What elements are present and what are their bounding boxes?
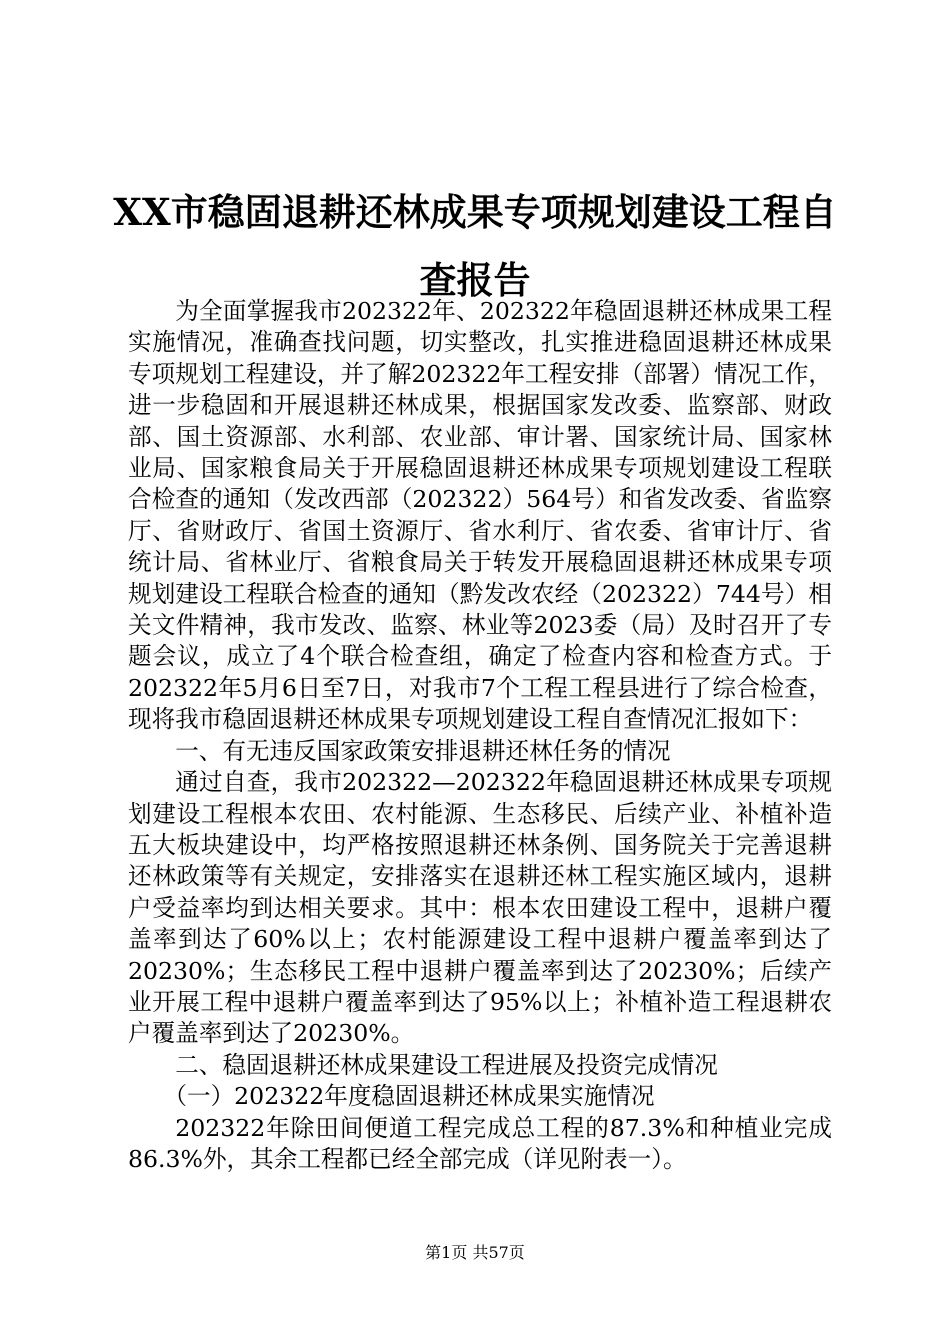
document-title [100, 178, 850, 314]
section-heading-1: 一、有无违反国家政策安排退耕还林任务的情况 [175, 736, 671, 765]
document-body [128, 296, 832, 1175]
subsection-heading-1: （一）202322年度稳固退耕还林成果实施情况 [163, 1082, 655, 1111]
page-footer: 第1页 共57页 [425, 1243, 525, 1262]
title-line-2: 查报告 [419, 258, 531, 302]
paragraph-section-1: 通过自查，我市202322—202322年稳固退耕还林成果专项规划建设工程根本农田、农村能源、生态移民、后续产业、补植补造五大板块建设中，均严格按照退耕还林条例、国务院关于完善退耕还林政策等有关规定，安排落实在退耕还林工程实施区域内，退耕户受益率均到达相关要求。其中：根本农田建设工程中，退耕户覆盖率到达了60%以上；农村能源建设工程中退耕户覆盖率到达了20230%；生态移民工程中退耕户覆盖率到达了20230%；后续产业开展工程中退耕户覆盖率到达了95%以上；补植补造工程退耕农户覆盖率到达了20230%。 [128, 768, 832, 1048]
paragraph-intro: 为全面掌握我市202322年、202322年稳固退耕还林成果工程实施情况，准确查找问题，切实整改，扎实推进稳固退耕还林成果专项规划工程建设，并了解202322年工程安排（部署）情况工作，进一步稳固和开展退耕还林成果，根据国家发改委、监察部、财政部、国土资源部、水利部、农业部、审计署、国家统计局、国家林业局、国家粮食局关于开展稳固退耕还林成果专项规划建设工程联合检查的通知（发改西部（202322）564号）和省发改委、省监察厅、省财政厅、省国土资源厅、省水利厅、省农委、省审计厅、省统计局、省林业厅、省粮食局关于转发开展稳固退耕还林成果专项规划建设工程联合检查的通知（黔发改农经（202322）744号）相关文件精神，我市发改、监察、林业等2023委（局）及时召开了专题会议，成立了4个联合检查组，确定了检查内容和检查方式。于202322年5月6日至7日，对我市7个工程工程县进行了综合检查，现将我市稳固退耕还林成果专项规划建设工程自查情况汇报如下： [128, 297, 832, 734]
title-line-1: XX市稳固退耕还林成果专项规划建设工程自 [113, 190, 837, 234]
section-heading-2: 二、稳固退耕还林成果建设工程进展及投资完成情况 [175, 1050, 718, 1079]
paragraph-subsection-1: 202322年除田间便道工程完成总工程的87.3%和种植业完成86.3%外，其余工程都已经全部完成（详见附表一）。 [128, 1113, 832, 1173]
